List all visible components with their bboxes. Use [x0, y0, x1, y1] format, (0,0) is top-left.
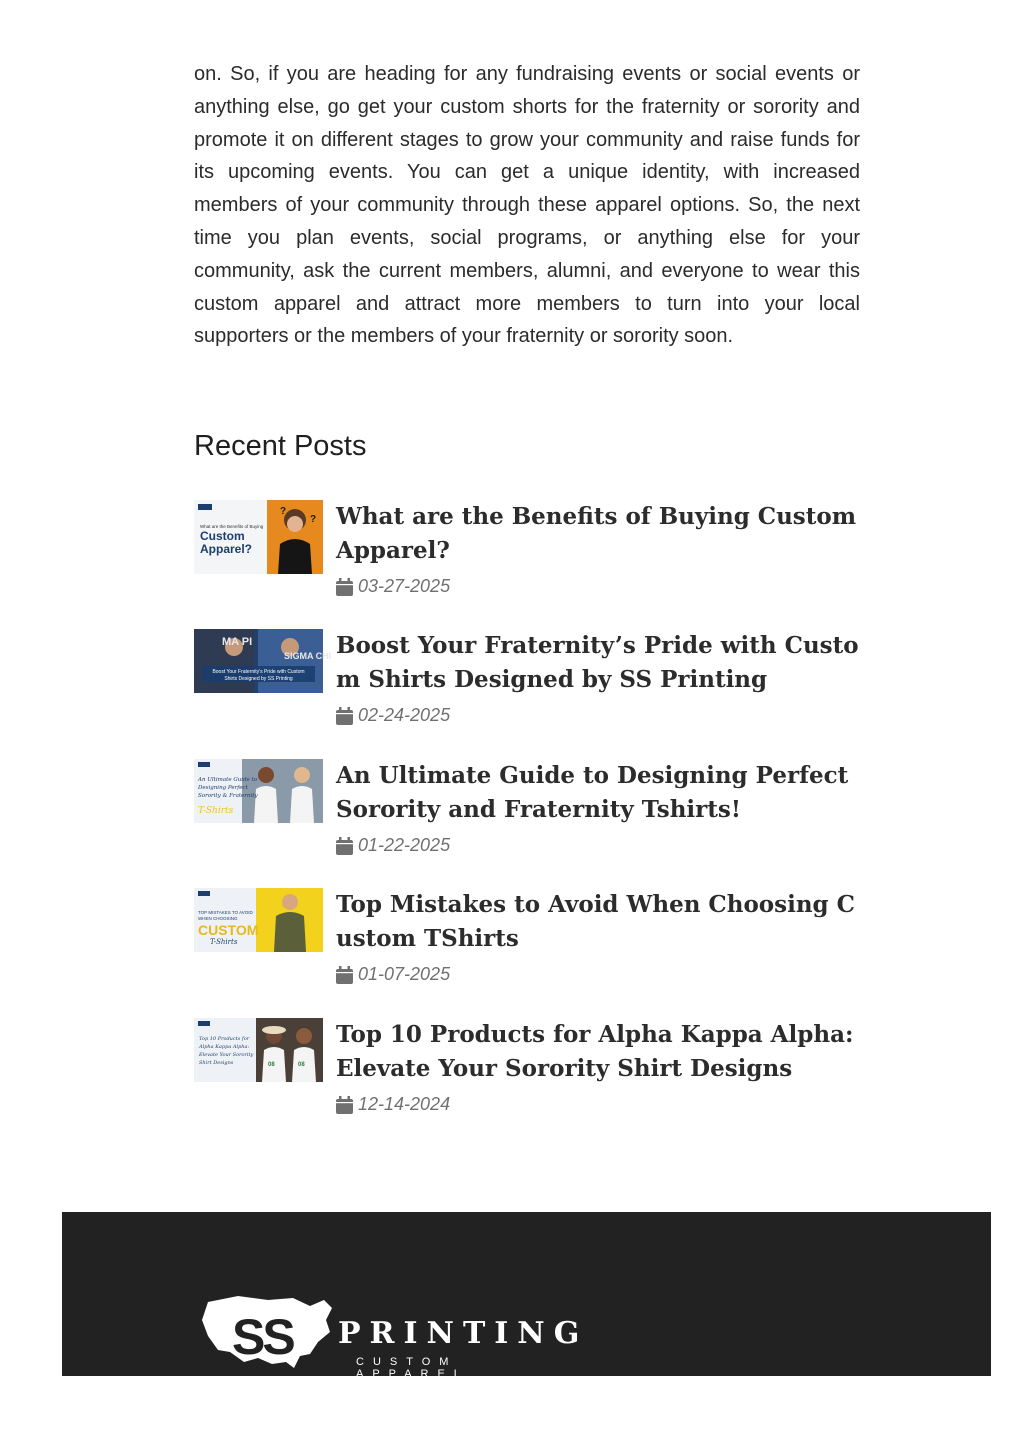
svg-text:TOP MISTAKES TO AVOID: TOP MISTAKES TO AVOID	[198, 910, 253, 915]
svg-text:08: 08	[298, 1062, 305, 1068]
post-date-text: 01-07-2025	[358, 964, 451, 984]
post-date	[336, 1094, 450, 1115]
post-thumbnail[interactable]	[194, 500, 323, 574]
logo-mark: SS	[232, 1309, 293, 1365]
svg-text:An Ultimate Guide to: An Ultimate Guide to	[198, 777, 258, 783]
post-title-link[interactable]: Top Mistakes to Avoid When Choosing Custom TShirts	[336, 891, 855, 952]
post-title-link[interactable]: What are the Benefits of Buying Custom Apparel?	[336, 503, 857, 564]
svg-text:Elevate Your Sorority: Elevate Your Sorority	[199, 1052, 254, 1058]
post-title-link[interactable]: Top 10 Products for Alpha Kappa Alpha: Elevate Your Sorority Shirt Designs	[336, 1021, 854, 1082]
recent-post-item	[194, 1018, 864, 1128]
svg-text:Top 10 Products for: Top 10 Products for	[199, 1036, 250, 1042]
svg-text:SIGMA CHI: SIGMA CHI	[284, 651, 332, 661]
calendar-icon	[336, 578, 353, 596]
recent-post-item	[194, 759, 864, 869]
calendar-icon	[336, 1096, 353, 1114]
logo-wordmark: PRINTING	[338, 1316, 589, 1351]
post-thumbnail[interactable]	[194, 629, 332, 703]
footer-logo[interactable]	[198, 1292, 589, 1382]
svg-text:?: ?	[310, 514, 317, 525]
post-thumbnail[interactable]	[194, 1018, 323, 1092]
svg-text:Custom: Custom	[200, 529, 245, 543]
svg-text:Alpha Kappa Alpha:: Alpha Kappa Alpha:	[199, 1044, 250, 1050]
svg-text:Designing Perfect: Designing Perfect	[198, 785, 248, 791]
post-date	[336, 964, 450, 985]
post-thumbnail[interactable]	[194, 888, 323, 962]
recent-post-item	[194, 629, 864, 739]
svg-text:Apparel?: Apparel?	[200, 542, 253, 556]
post-date	[336, 576, 450, 597]
post-date-text: 01-22-2025	[358, 835, 451, 855]
svg-text:Shirt Designs: Shirt Designs	[199, 1060, 234, 1066]
post-date-text: 02-24-2025	[358, 705, 451, 725]
post-date-text: 03-27-2025	[358, 576, 451, 596]
site-footer	[62, 1212, 991, 1380]
post-date-text: 12-14-2024	[358, 1094, 451, 1114]
post-thumbnail[interactable]	[194, 759, 323, 833]
svg-text:MA PI: MA PI	[222, 636, 253, 648]
post-title-link[interactable]: An Ultimate Guide to Designing Perfect Sorority and Fraternity Tshirts!	[336, 762, 849, 823]
svg-text:?: ?	[280, 506, 287, 517]
article-paragraph: on. So, if you are heading for any fundraising events or social events or anything else, go get your custom shorts for the fraternity or sorority and promote it on different stages to grow your community and raise funds for its upcoming events. You can get a unique identity, with increased members of your community through these apparel options. So, the next time you plan events, social programs, or anything else for your community, ask the current members, alumni, and everyone to wear this custom apparel and attract more members to turn into your local supporters or the members of your fraternity or sorority soon.	[194, 63, 860, 348]
svg-text:WHEN CHOOSING: WHEN CHOOSING	[198, 916, 238, 921]
svg-text:CUSTOM: CUSTOM	[198, 922, 259, 938]
recent-post-item	[194, 888, 864, 998]
svg-text:Shirts Designed by SS Printing: Shirts Designed by SS Printing	[224, 676, 293, 682]
svg-text:Boost Your Fraternity's Pride: Boost Your Fraternity's Pride with Custom	[212, 669, 305, 675]
post-date	[336, 835, 450, 856]
svg-text:Sorority & Fraternity: Sorority & Fraternity	[198, 793, 258, 799]
thumb-caption: What are the Benefits of Buying	[200, 524, 264, 529]
calendar-icon	[336, 707, 353, 725]
recent-post-item	[194, 500, 864, 610]
svg-text:T-Shirts: T-Shirts	[210, 938, 238, 946]
calendar-icon	[336, 837, 353, 855]
logo-tagline: CUSTOM APPAREL	[356, 1356, 469, 1380]
svg-text:08: 08	[268, 1062, 275, 1068]
article-body	[194, 58, 860, 353]
post-date	[336, 705, 450, 726]
post-title-link[interactable]: Boost Your Fraternity’s Pride with Custom Shirts Designed by SS Printing	[336, 632, 859, 693]
svg-text:T-Shirts: T-Shirts	[198, 806, 234, 816]
recent-posts-heading: Recent Posts	[194, 430, 367, 462]
calendar-icon	[336, 966, 353, 984]
